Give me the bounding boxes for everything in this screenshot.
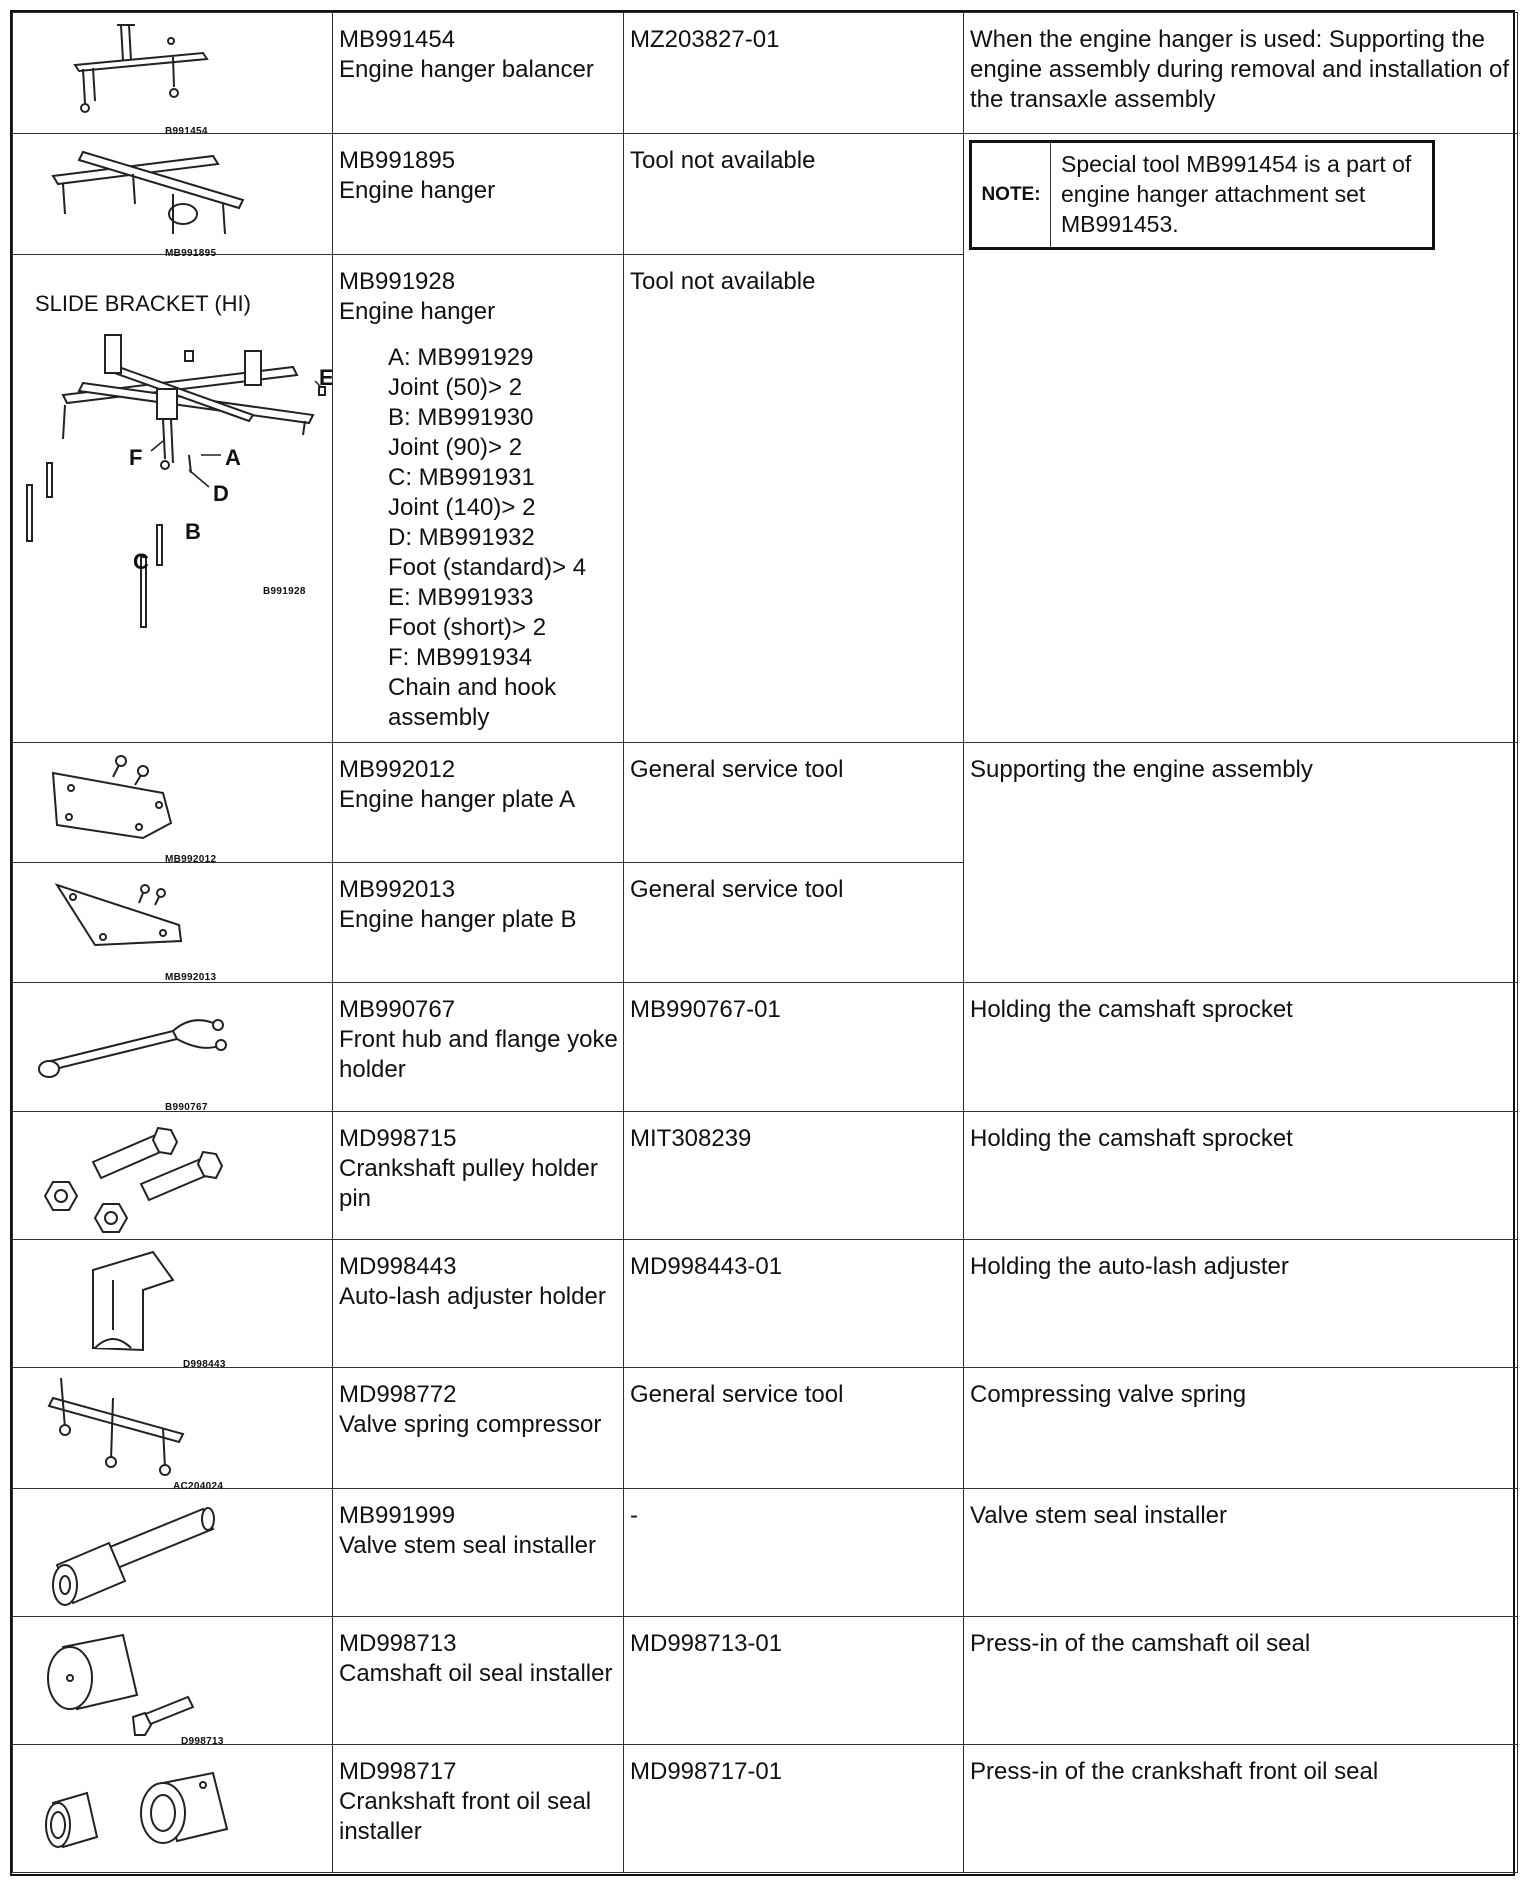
callout-c: C: [133, 549, 149, 574]
illustration-code: MB992012: [165, 854, 217, 865]
tool-name: Engine hanger: [339, 298, 496, 325]
note-text: Special tool MB991454 is a part of engine hanger attachment set MB991453.: [1061, 151, 1412, 237]
tool-number: MD998715: [339, 1125, 457, 1152]
application: [964, 134, 1518, 743]
component-item: Joint (50)> 2: [388, 374, 523, 401]
table-row: [13, 1617, 1518, 1745]
table-row: [13, 1489, 1518, 1617]
tool-name: Valve stem seal installer: [339, 1532, 596, 1559]
supersession: MB990767-01: [624, 983, 964, 1112]
callout-b: B: [185, 519, 201, 544]
component-list: [339, 327, 618, 733]
component-item: Foot (short)> 2: [388, 614, 547, 641]
tool-number: MD998713: [339, 1630, 457, 1657]
supersession: MZ203827-01: [624, 13, 964, 134]
tool-illustration: [13, 255, 333, 743]
tool-illustration: [13, 1745, 333, 1873]
illustration-code: MB991895: [165, 248, 217, 259]
component-item: E: MB991933: [388, 584, 534, 611]
component-item: C: MB991931: [388, 464, 535, 491]
valve-spring-compressor-drawing: [13, 1368, 333, 1489]
tool-illustration: [13, 863, 333, 983]
tool-number-name: [333, 134, 624, 255]
engine-hanger-balancer-drawing: [13, 13, 333, 134]
tool-name: Front hub and flange yoke holder: [339, 1026, 618, 1083]
tool-illustration: [13, 13, 333, 137]
application: Holding the camshaft sprocket: [964, 983, 1518, 1112]
illustration-code: AC204024: [173, 1481, 224, 1492]
tool-number-name: [333, 1240, 624, 1368]
tool-name: Engine hanger plate B: [339, 906, 577, 933]
tool-number: MB991895: [339, 147, 456, 174]
table-row: [13, 1112, 1518, 1240]
tool-number-name: [333, 255, 624, 743]
tool-illustration: [13, 743, 333, 863]
table-row: [13, 13, 1518, 134]
component-item: A: MB991929: [388, 344, 534, 371]
component-item: Chain and hook assembly: [388, 674, 557, 731]
tool-number: MB991928: [339, 268, 456, 295]
table-row: [13, 743, 1518, 863]
illustration-code: MB992013: [165, 972, 217, 983]
tool-illustration: [13, 1489, 333, 1617]
tool-illustration: [13, 1617, 333, 1745]
tool-name: Engine hanger plate A: [339, 786, 576, 813]
note-label: NOTE:: [972, 143, 1051, 247]
component-item: F: MB991934: [388, 644, 533, 671]
table-row: [13, 1745, 1518, 1873]
tool-number-name: [333, 1745, 624, 1873]
supersession: MIT308239: [624, 1112, 964, 1240]
application: Compressing valve spring: [964, 1368, 1518, 1489]
component-item: B: MB991930: [388, 404, 534, 431]
tool-number-name: [333, 863, 624, 983]
supersession: General service tool: [624, 743, 964, 863]
application: Supporting the engine assembly: [964, 743, 1518, 983]
callout-f: F: [129, 445, 143, 470]
holder-pin-drawing: [13, 1112, 333, 1240]
special-tools-table-page: [10, 10, 1515, 1876]
note-box: [969, 140, 1435, 250]
tool-name: Crankshaft front oil seal installer: [339, 1788, 592, 1845]
tool-number: MB991454: [339, 26, 456, 53]
engine-hanger-set-drawing: [13, 255, 333, 743]
component-item: Joint (140)> 2: [388, 494, 536, 521]
supersession: MD998443-01: [624, 1240, 964, 1368]
tool-number: MB992013: [339, 876, 456, 903]
tool-name: Crankshaft pulley holder pin: [339, 1155, 598, 1212]
tool-number-name: [333, 1112, 624, 1240]
component-item: Joint (90)> 2: [388, 434, 523, 461]
tool-number-name: [333, 743, 624, 863]
callout-a: A: [225, 445, 241, 470]
supersession: MD998717-01: [624, 1745, 964, 1873]
tool-name: Auto-lash adjuster holder: [339, 1283, 606, 1310]
valve-stem-seal-installer-drawing: [13, 1489, 333, 1617]
table-row: [13, 983, 1518, 1112]
table-row: [13, 1240, 1518, 1368]
tool-name: Engine hanger balancer: [339, 56, 594, 83]
camshaft-oil-seal-installer-drawing: [13, 1617, 333, 1745]
application: Press-in of the camshaft oil seal: [964, 1617, 1518, 1745]
component-item: D: MB991932: [388, 524, 535, 551]
application: Press-in of the crankshaft front oil seal: [964, 1745, 1518, 1873]
illustration-code: B990767: [165, 1102, 208, 1113]
illustration-code: D998713: [181, 1736, 224, 1747]
supersession: General service tool: [624, 863, 964, 983]
tool-number: MB990767: [339, 996, 456, 1023]
illustration-code: D998443: [183, 1359, 226, 1370]
tool-number: MB991999: [339, 1502, 456, 1529]
supersession: -: [624, 1489, 964, 1617]
special-tools-table: [12, 12, 1518, 1873]
tool-illustration: [13, 1368, 333, 1492]
supersession: General service tool: [624, 1368, 964, 1489]
tool-number-name: [333, 1617, 624, 1745]
illustration-code: B991928: [263, 586, 306, 597]
tool-illustration: [13, 1240, 333, 1368]
crankshaft-oil-seal-installer-drawing: [13, 1745, 333, 1873]
illustration-code: B991454: [165, 126, 208, 137]
illustration-title: SLIDE BRACKET (HI): [35, 291, 251, 316]
application: When the engine hanger is used: Supporting the engine assembly during removal and installation of the transaxle assembly: [964, 13, 1518, 134]
tool-number-name: [333, 1489, 624, 1617]
auto-lash-holder-drawing: [13, 1240, 333, 1368]
tool-number-name: [333, 13, 624, 134]
callout-d: D: [213, 481, 229, 506]
engine-hanger-drawing: [13, 134, 333, 255]
tool-number: MD998772: [339, 1381, 457, 1408]
supersession: Tool not available: [624, 255, 964, 743]
tool-illustration: [13, 983, 333, 1112]
tool-number-name: [333, 983, 624, 1112]
tool-number: MB992012: [339, 756, 456, 783]
component-item: Foot (standard)> 4: [388, 554, 587, 581]
tool-number: MD998443: [339, 1253, 457, 1280]
supersession: Tool not available: [624, 134, 964, 255]
application: Valve stem seal installer: [964, 1489, 1518, 1617]
application: Holding the camshaft sprocket: [964, 1112, 1518, 1240]
tool-number: MD998717: [339, 1758, 457, 1785]
tool-name: Camshaft oil seal installer: [339, 1660, 613, 1687]
tool-illustration: [13, 134, 333, 259]
tool-name: Engine hanger: [339, 177, 496, 204]
tool-name: Valve spring compressor: [339, 1411, 602, 1438]
supersession: MD998713-01: [624, 1617, 964, 1745]
table-row: [13, 1368, 1518, 1489]
tool-number-name: [333, 1368, 624, 1489]
tool-illustration: [13, 1112, 333, 1240]
table-row: [13, 134, 1518, 255]
application: Holding the auto-lash adjuster: [964, 1240, 1518, 1368]
callout-e: E: [319, 365, 334, 390]
